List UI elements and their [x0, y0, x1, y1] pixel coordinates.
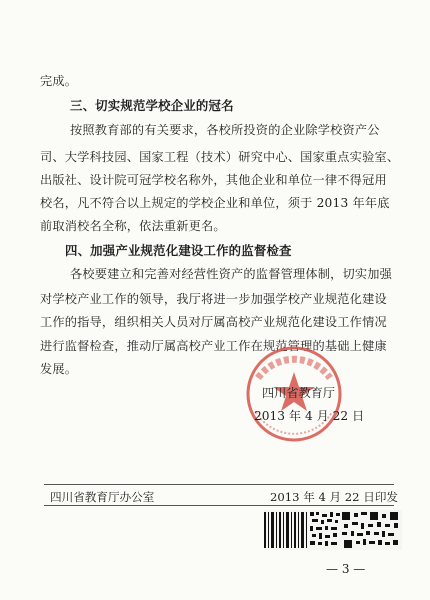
paragraph-line: 司、大学科技园、国家工程（技术）研究中心、国家重点实验室、 — [40, 150, 400, 164]
footer-top-rule — [44, 484, 394, 485]
paragraph-line: 工作的指导，组织相关人员对厅属高校产业规范化建设工作情况 — [40, 315, 387, 329]
signing-organization: 四川省教育厅 — [262, 386, 336, 400]
paragraph-line: 按照教育部的有关要求，各校所投资的企业除学校资产公 — [70, 123, 380, 137]
section-heading: 三、切实规范学校企业的冠名 — [70, 98, 234, 113]
footer-bottom-rule — [44, 505, 394, 506]
paragraph-line: 发展。 — [40, 362, 78, 376]
paragraph-line: 对学校产业工作的领导，我厅将进一步加强学校产业规范化建设 — [40, 292, 387, 306]
paragraph-line: 前取消校名全称，依法重新更名。 — [40, 219, 226, 233]
section-heading: 四、加强产业规范化建设工作的监督检查 — [65, 243, 292, 258]
barcode-qr-image — [264, 510, 402, 550]
issuing-office: 四川省教育厅办公室 — [50, 490, 155, 504]
paragraph-line: 完成。 — [40, 74, 78, 88]
print-date: 2013 年 4 月 22 日印发 — [270, 490, 399, 504]
paragraph-line: 出版社、设计院可冠学校名称外，其他企业和单位一律不得冠用 — [40, 173, 387, 187]
page-number: — 3 — — [326, 562, 366, 576]
paragraph-line: 进行监督检查，推动厅属高校产业工作在规范管理的基础上健康 — [40, 339, 387, 353]
paragraph-line: 校名，凡不符合以上规定的学校企业和单位，须于 2013 年年底 — [40, 196, 390, 210]
paragraph-line: 各校要建立和完善对经营性资产的监督管理体制，切实加强 — [70, 267, 393, 281]
signing-date: 2013 年 4 月 22 日 — [254, 409, 365, 423]
